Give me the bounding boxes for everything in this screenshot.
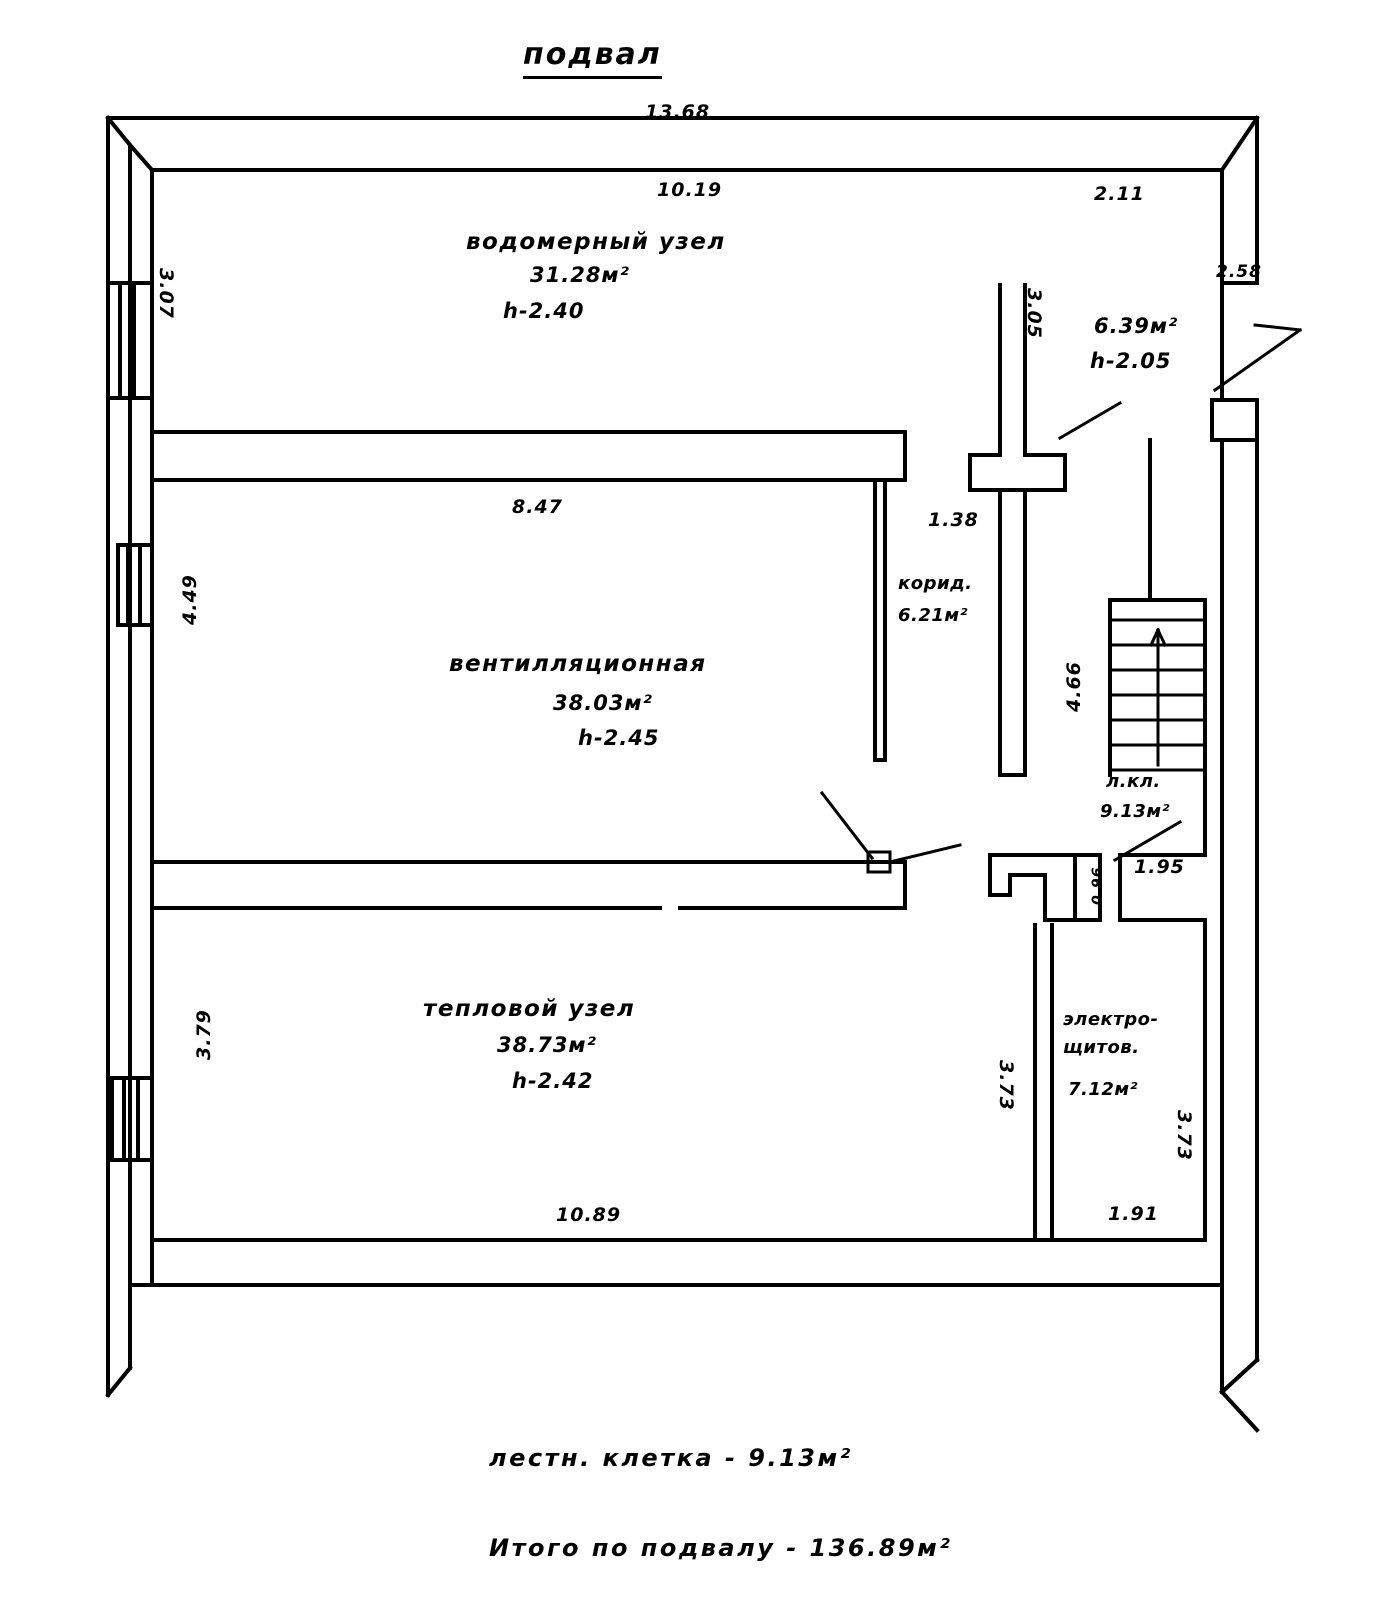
dimension-left-3: 3.79 <box>193 1009 215 1060</box>
room-area-heat-unit: 38.73м² <box>497 1033 597 1057</box>
dimension-right-top: 2.58 <box>1216 262 1262 282</box>
room-label-ventilation: вентилляционная <box>449 651 707 677</box>
room-height-heat-unit: h-2.42 <box>512 1069 594 1093</box>
dimension-right-195: 1.95 <box>1134 856 1185 878</box>
dimension-right-373a: 3.73 <box>995 1060 1017 1111</box>
room-height-water-meter: h-2.40 <box>503 299 585 323</box>
room-area-corridor: 6.21м² <box>898 605 969 626</box>
dimension-left-2: 4.49 <box>179 574 201 625</box>
room-height-small-right: h-2.05 <box>1090 349 1172 373</box>
room-area-water-meter: 31.28м² <box>530 263 630 287</box>
room-height-ventilation: h-2.45 <box>578 726 660 750</box>
room-area-ventilation: 38.03м² <box>553 691 653 715</box>
room-label-corridor: корид. <box>898 573 973 594</box>
footer-basement-total: Итого по подвалу - 136.89м² <box>489 1534 953 1562</box>
dimension-top-right: 2.11 <box>1094 183 1145 205</box>
dimension-left-1: 3.07 <box>155 268 177 319</box>
room-area-stairwell: 9.13м² <box>1100 801 1171 822</box>
dimension-corridor-width: 1.38 <box>928 509 979 531</box>
dimension-bottom-inner: 10.89 <box>556 1204 622 1226</box>
dimension-small-vert: 0.96 <box>1090 866 1106 905</box>
room-area-electro: 7.12м² <box>1068 1079 1139 1100</box>
dimension-right-373b: 3.73 <box>1173 1110 1195 1161</box>
dimension-top-overall: 13.68 <box>645 101 711 123</box>
dimension-right-466: 4.66 <box>1063 661 1085 712</box>
dimension-vert-mid: 3.05 <box>1023 288 1045 339</box>
dimension-inner-847: 8.47 <box>512 496 563 518</box>
room-label-electro-2: щитов. <box>1063 1037 1140 1058</box>
room-label-water-meter: водомерный узел <box>466 229 726 255</box>
footer-stairwell-total: лестн. клетка - 9.13м² <box>489 1444 853 1472</box>
dimension-bottom-right: 1.91 <box>1108 1203 1159 1225</box>
page-title: подвал <box>523 36 662 79</box>
dimension-top-inner: 10.19 <box>657 179 723 201</box>
room-label-electro-1: электро- <box>1063 1009 1159 1030</box>
room-label-heat-unit: тепловой узел <box>423 996 636 1022</box>
room-label-stairwell: л.кл. <box>1106 771 1161 792</box>
room-area-small-right: 6.39м² <box>1094 314 1179 338</box>
